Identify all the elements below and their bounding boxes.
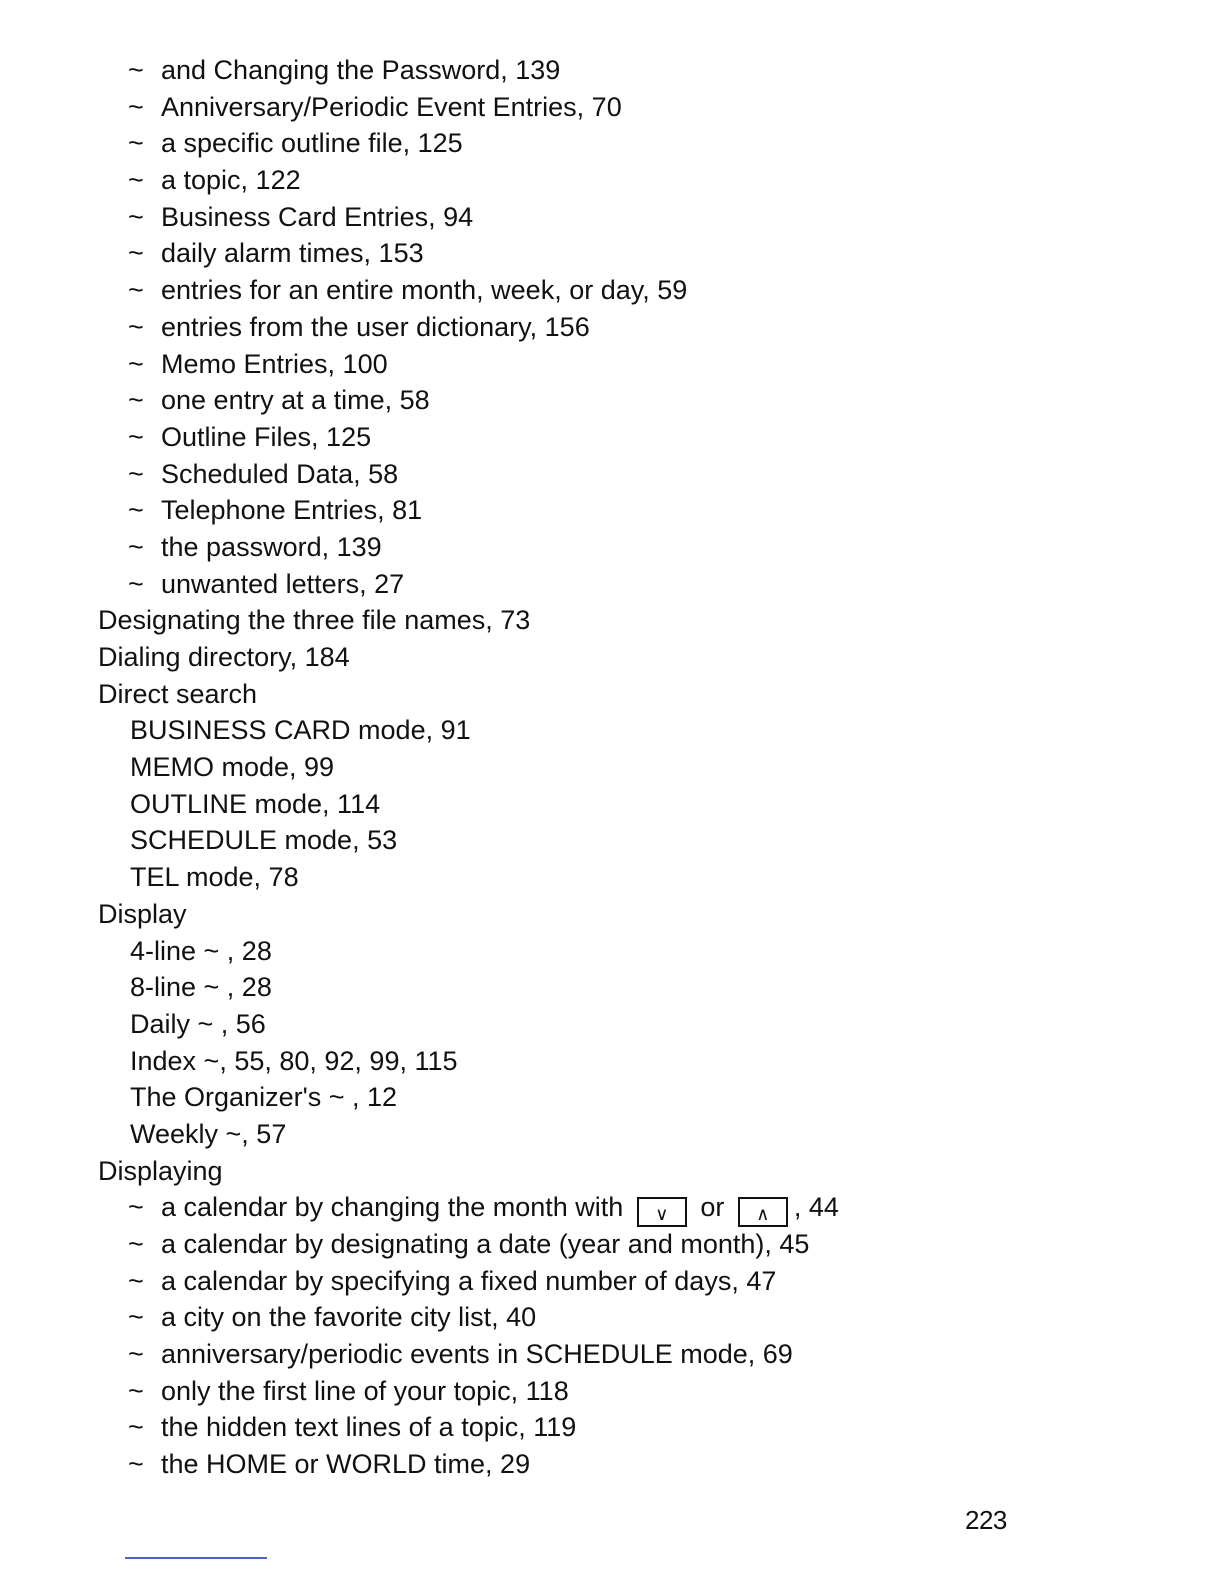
tilde-marker: ~ <box>128 385 144 416</box>
entry-text: Dialing directory, 184 <box>98 642 350 672</box>
entry-text: anniversary/periodic events in SCHEDULE mode, 69 <box>161 1339 793 1370</box>
index-heading <box>0 602 1224 639</box>
index-subentry <box>0 1079 1224 1116</box>
entry-text: only the first line of your topic, 118 <box>161 1375 569 1406</box>
index-subentry <box>0 89 1224 126</box>
entry-text: MEMO mode, 99 <box>130 752 335 783</box>
tilde-marker: ~ <box>128 1192 144 1223</box>
tilde-marker: ~ <box>128 1375 144 1406</box>
entry-text: Designating the three file names, 73 <box>98 605 531 636</box>
tilde-marker: ~ <box>128 201 144 232</box>
entry-text: a specific outline file, 125 <box>161 128 463 159</box>
entry-text: a topic, 122 <box>161 165 301 196</box>
entry-text: 8-line ~ , 28 <box>130 972 272 1003</box>
index-subentry <box>0 859 1224 896</box>
index-subentry <box>0 272 1224 309</box>
entry-text: and Changing the Password, 139 <box>161 55 561 85</box>
entry-text: Telephone Entries, 81 <box>161 495 423 526</box>
index-subentry <box>0 1263 1224 1300</box>
entry-text: Index ~, 55, 80, 92, 99, 115 <box>130 1045 458 1076</box>
entry-text: the HOME or WORLD time, 29 <box>161 1449 531 1480</box>
entry-text: Scheduled Data, 58 <box>161 458 399 489</box>
tilde-marker: ~ <box>128 1412 144 1443</box>
index-subentry <box>0 492 1224 529</box>
index-subentry <box>0 786 1224 823</box>
index-heading <box>0 896 1224 933</box>
tilde-marker: ~ <box>128 1229 144 1259</box>
index-subentry <box>0 1226 1224 1263</box>
index-subentry <box>0 712 1224 749</box>
index-subentry <box>0 1006 1224 1043</box>
entry-text: unwanted letters, 27 <box>161 568 405 599</box>
entry-suffix: , 44 <box>793 1192 839 1223</box>
entry-text: Display <box>98 898 187 929</box>
entry-text: OUTLINE mode, 114 <box>130 788 381 819</box>
entry-text: the password, 139 <box>161 531 382 562</box>
entry-text: Outline Files, 125 <box>161 421 372 452</box>
entry-text: Business Card Entries, 94 <box>161 201 474 232</box>
entry-connector: or <box>700 1192 725 1223</box>
entry-text: the hidden text lines of a topic, 119 <box>161 1412 577 1443</box>
tilde-marker: ~ <box>128 91 144 122</box>
entry-text: a city on the favorite city list, 40 <box>161 1302 537 1333</box>
up-arrow-key-icon: ∧ <box>738 1197 788 1227</box>
index-subentry <box>0 1189 1224 1226</box>
entry-text: Direct search <box>98 678 258 709</box>
tilde-marker: ~ <box>128 311 144 342</box>
tilde-marker: ~ <box>128 1302 144 1333</box>
entry-text: Memo Entries, 100 <box>161 348 388 379</box>
bottom-rule <box>125 1557 267 1559</box>
index-subentry <box>0 529 1224 566</box>
tilde-marker: ~ <box>128 1339 144 1370</box>
entry-text: Displaying <box>98 1155 223 1186</box>
tilde-marker: ~ <box>128 421 144 452</box>
index-subentry <box>0 309 1224 346</box>
tilde-marker: ~ <box>128 165 144 196</box>
tilde-marker: ~ <box>128 495 144 526</box>
tilde-marker: ~ <box>128 458 144 489</box>
tilde-marker: ~ <box>128 1449 144 1480</box>
index-list <box>0 52 1224 1483</box>
index-subentry <box>0 419 1224 456</box>
tilde-marker: ~ <box>128 1265 144 1296</box>
entry-text: SCHEDULE mode, 53 <box>130 825 398 856</box>
tilde-marker: ~ <box>128 55 144 85</box>
index-subentry <box>0 1446 1224 1483</box>
index-subentry <box>0 346 1224 383</box>
entry-text: 4-line ~ , 28 <box>130 935 272 966</box>
down-arrow-key-icon: ∨ <box>637 1197 687 1227</box>
index-subentry <box>0 52 1224 89</box>
index-subentry <box>0 1409 1224 1446</box>
index-subentry <box>0 235 1224 272</box>
entry-text: The Organizer's ~ , 12 <box>130 1082 398 1113</box>
entry-text: a calendar by designating a date (year and month), 45 <box>161 1229 810 1259</box>
index-heading <box>0 1153 1224 1190</box>
entry-text: a calendar by specifying a fixed number of days, 47 <box>161 1265 777 1296</box>
index-subentry <box>0 1336 1224 1373</box>
tilde-marker: ~ <box>128 238 144 269</box>
tilde-marker: ~ <box>128 128 144 159</box>
index-subentry <box>0 1043 1224 1080</box>
tilde-marker: ~ <box>128 531 144 562</box>
tilde-marker: ~ <box>128 275 144 306</box>
entry-text: a calendar by changing the month with <box>161 1192 624 1223</box>
index-subentry <box>0 933 1224 970</box>
entry-text: Daily ~ , 56 <box>130 1008 266 1039</box>
index-subentry <box>0 456 1224 493</box>
index-subentry <box>0 125 1224 162</box>
index-heading <box>0 639 1224 676</box>
entry-text: Anniversary/Periodic Event Entries, 70 <box>161 91 622 122</box>
index-subentry <box>0 566 1224 603</box>
index-subentry <box>0 1373 1224 1410</box>
index-subentry <box>0 382 1224 419</box>
entry-text: TEL mode, 78 <box>130 862 299 893</box>
entry-text: one entry at a time, 58 <box>161 385 430 416</box>
index-subentry <box>0 1116 1224 1153</box>
entry-text: Weekly ~, 57 <box>130 1118 287 1149</box>
page-number: 223 <box>965 1505 1007 1535</box>
index-subentry <box>0 1299 1224 1336</box>
entry-text: entries from the user dictionary, 156 <box>161 311 590 342</box>
index-subentry <box>0 969 1224 1006</box>
entry-text: daily alarm times, 153 <box>161 238 424 269</box>
tilde-marker: ~ <box>128 568 144 599</box>
index-subentry <box>0 749 1224 786</box>
index-heading <box>0 676 1224 713</box>
tilde-marker: ~ <box>128 348 144 379</box>
index-subentry <box>0 822 1224 859</box>
entry-text: BUSINESS CARD mode, 91 <box>130 715 471 746</box>
entry-text: entries for an entire month, week, or day, 59 <box>161 275 688 306</box>
index-subentry <box>0 162 1224 199</box>
index-subentry <box>0 199 1224 236</box>
